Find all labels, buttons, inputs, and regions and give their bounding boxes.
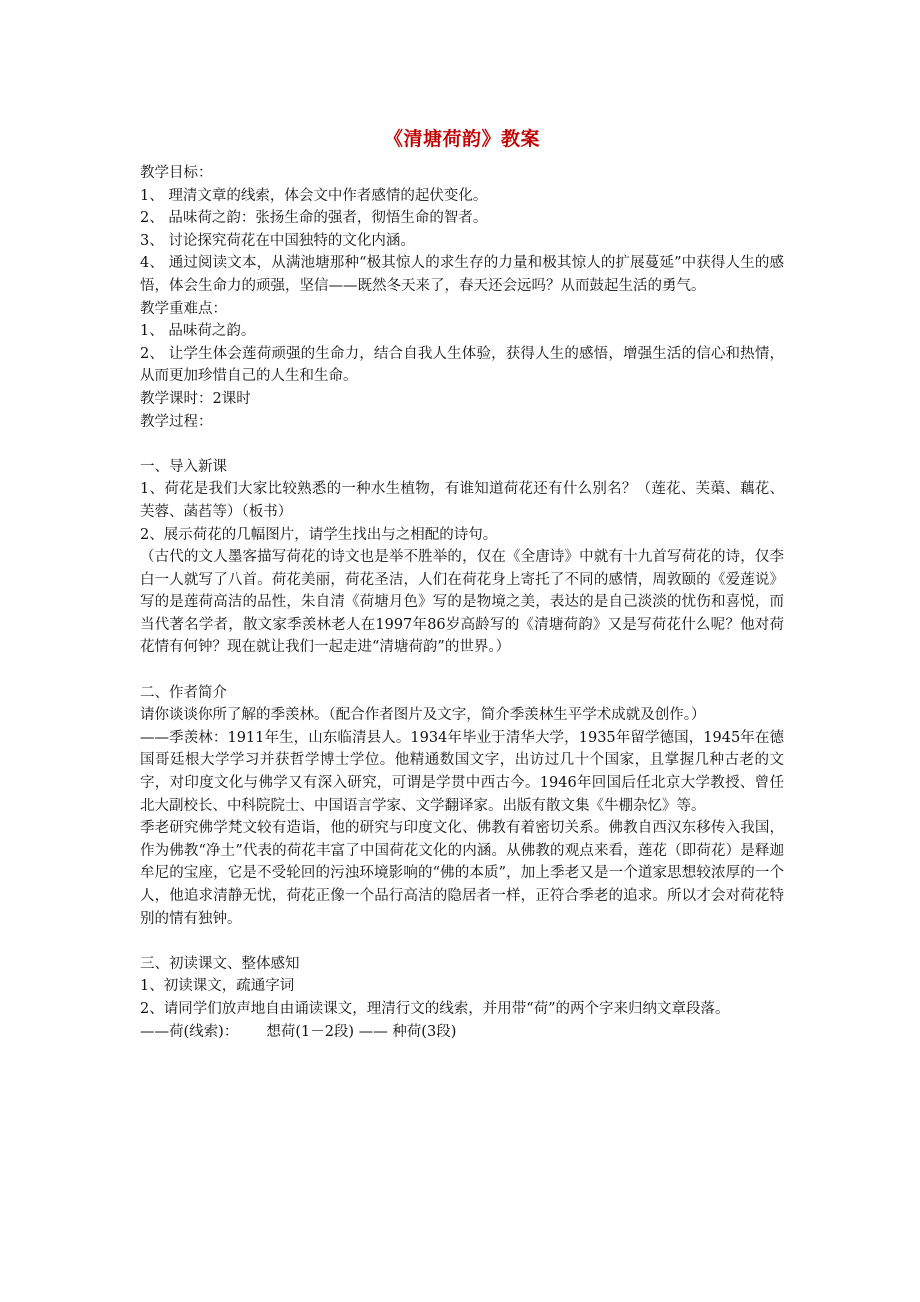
- difficulties-heading: 教学重难点：: [140, 300, 227, 317]
- goal-item-1: 1、 理清文章的线索，体会文中作者感情的起伏变化。: [140, 187, 488, 204]
- spacer: [140, 659, 784, 682]
- goal-item-2: 2、 品味荷之韵：张扬生命的强者，彻悟生命的智者。: [140, 210, 488, 227]
- section3-heading: 三、初读课文、整体感知: [140, 955, 300, 972]
- difficulty-item-2: 2、 让学生体会莲荷顽强的生命力，结合自我人生体验，获得人生的感悟，增强生活的信心和热情，从而更加珍惜自己的人生和生命。: [140, 345, 784, 385]
- clue-part-2: 种荷(3段): [392, 1023, 457, 1040]
- section1-heading: 一、导入新课: [140, 458, 227, 475]
- clue-dash: ——: [358, 1023, 388, 1040]
- goals-heading: 教学目标：: [140, 165, 213, 181]
- difficulty-item-1: 1、 品味荷之韵。: [140, 323, 256, 340]
- spacer: [140, 930, 784, 953]
- clue-label: ——荷(线索)：: [140, 1023, 239, 1040]
- section1-paragraph-2: 2、展示荷花的几幅图片，请学生找出与之相配的诗句。: [140, 526, 498, 543]
- clue-part-1: 想荷(1－2段): [266, 1023, 355, 1040]
- section2-paragraph-2: ——季羡林：1911年生，山东临清县人。1934年毕业于清华大学，1935年留学德国，1945年在德国哥廷根大学学习并获哲学博士学位。他精通数国文字，出访过几十个国家，且掌握几种古老的文字，对印度文化与佛学又有深入研究，可谓是学贯中西古今。1946年回国后任北京大学教授、曾任北大副校长、中科院院士、中国语言学家、文学翻译家。出版有散文集《牛棚杂忆》等。: [140, 729, 784, 814]
- section2-paragraph-1: 请你谈谈你所了解的季羡林。（配合作者图片及文字，简介季羡林生平学术成就及创作。）: [140, 707, 706, 724]
- section1-paragraph-3: （古代的文人墨客描写荷花的诗文也是举不胜举的，仅在《全唐诗》中就有十九首写荷花的诗，仅李白一人就写了八首。荷花美丽，荷花圣洁，人们在荷花身上寄托了不同的感情，周敦颐的《爱莲说》写的是莲荷高洁的品性，朱自清《荷塘月色》写的是物境之美，表达的是自己淡淡的忧伤和喜悦，而当代著名学者，散文家季羡林老人在1997年86岁高龄写的《清塘荷韵》又是写荷花什么呢？他对荷花情有何钟？现在就让我们一起走进“清塘荷韵”的世界。）: [140, 549, 784, 656]
- document-title: 《清塘荷韵》教案: [383, 128, 540, 150]
- section3-clue-line: [140, 1021, 784, 1044]
- spacer: [140, 433, 784, 456]
- section1-paragraph-1: 1、荷花是我们大家比较熟悉的一种水生植物，有谁知道荷花还有什么别名？（莲花、芙蕖、藕花、芙蓉、菡萏等）（板书）: [140, 481, 784, 520]
- teaching-hours: 教学课时：2课时: [140, 390, 251, 407]
- section3-paragraph-2: 2、请同学们放声地自由诵读课文，理清行文的线索，并用带“荷”的两个字来归纳文章段落。: [140, 1000, 730, 1017]
- goal-item-3: 3、 讨论探究荷花在中国独特的文化内涵。: [140, 232, 415, 249]
- goal-item-4: 4、 通过阅读文本，从满池塘那种“极其惊人的求生存的力量和极其惊人的扩展蔓延”中获得人生的感悟，体会生命力的顽强，坚信——既然冬天来了，春天还会远吗？从而鼓起生活的勇气。: [140, 255, 784, 294]
- section2-paragraph-3: 季老研究佛学梵文较有造诣，他的研究与印度文化、佛教有着密切关系。佛教自西汉东移传入我国，作为佛教“净土”代表的荷花丰富了中国荷花文化的内涵。从佛教的观点来看，莲花（即荷花）是释迦牟尼的宝座，它是不受轮回的污浊环境影响的“佛的本质”，加上季老又是一个道家思想较浓厚的一个人，他追求清静无忧，荷花正像一个品行高洁的隐居者一样，正符合季老的追求。所以才会对荷花特别的情有独钟。: [140, 820, 784, 927]
- section3-paragraph-1: 1、初读课文，疏通字词: [140, 978, 295, 995]
- process-heading: 教学过程：: [140, 413, 213, 430]
- section2-heading: 二、作者简介: [140, 684, 227, 701]
- document-body: [140, 162, 784, 1043]
